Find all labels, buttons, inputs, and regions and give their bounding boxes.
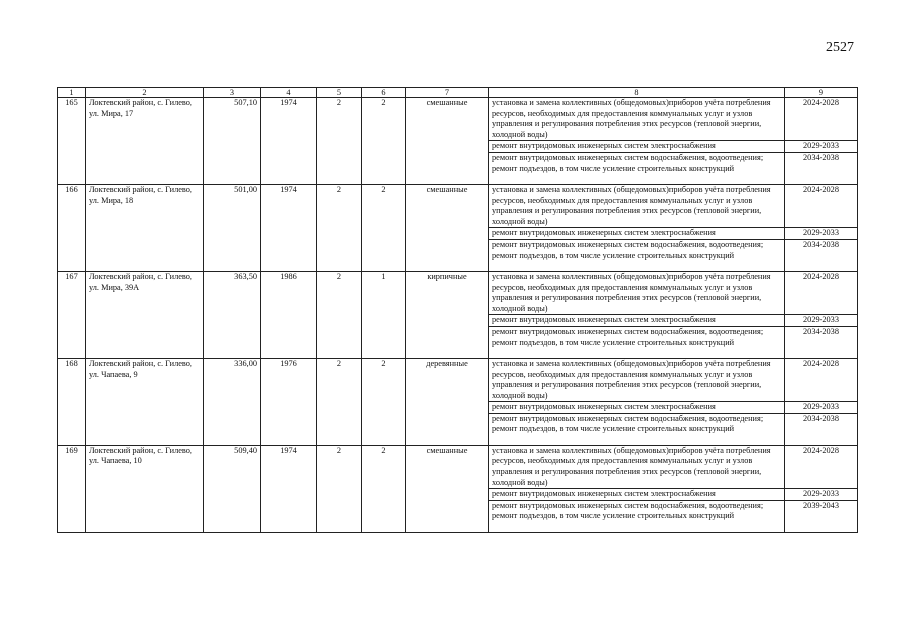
period-cell: 2029-2033 [785, 141, 858, 153]
work-cell: установка и замена коллективных (общедомовых)приборов учёта потребления ресурсов, необходимых для предоставления коммунальных услуг и узлов управления и регулирования потребления этих ресурсов (тепловой энергии, холодной воды) [489, 445, 785, 488]
area-cell: 501,00 [204, 184, 261, 271]
period-cell: 2034-2038 [785, 326, 858, 358]
table-row [58, 358, 858, 401]
period-cell: 2024-2028 [785, 98, 858, 141]
col-header-7: 7 [406, 88, 489, 98]
period-cell: 2024-2028 [785, 445, 858, 488]
col-header-4: 4 [261, 88, 317, 98]
entrances-cell: 2 [362, 445, 406, 532]
period-cell: 2034-2038 [785, 413, 858, 445]
header-row [58, 88, 858, 98]
register-table [57, 87, 858, 533]
page-number: 2527 [826, 40, 854, 55]
table-row [58, 445, 858, 488]
period-cell: 2039-2043 [785, 500, 858, 532]
work-cell: ремонт внутридомовых инженерных систем электроснабжения [489, 402, 785, 414]
period-cell: 2029-2033 [785, 489, 858, 501]
work-cell: ремонт внутридомовых инженерных систем водоснабжения, водоотведения; ремонт подъездов, в том числе усиление строительных конструкций [489, 239, 785, 271]
work-cell: ремонт внутридомовых инженерных систем водоснабжения, водоотведения; ремонт подъездов, в том числе усиление строительных конструкций [489, 500, 785, 532]
work-cell: установка и замена коллективных (общедомовых)приборов учёта потребления ресурсов, необходимых для предоставления коммунальных услуг и узлов управления и регулирования потребления этих ресурсов (тепловой энергии, холодной воды) [489, 98, 785, 141]
table-row [58, 184, 858, 227]
entrances-cell: 1 [362, 271, 406, 358]
col-header-9: 9 [785, 88, 858, 98]
entrances-cell: 2 [362, 98, 406, 185]
address-cell: Локтевский район, с. Гилево, ул. Мира, 39А [86, 271, 204, 358]
floors-cell: 2 [317, 445, 362, 532]
period-cell: 2034-2038 [785, 239, 858, 271]
year-cell: 1974 [261, 445, 317, 532]
area-cell: 363,50 [204, 271, 261, 358]
address-cell: Локтевский район, с. Гилево, ул. Чапаева, 10 [86, 445, 204, 532]
work-cell: ремонт внутридомовых инженерных систем водоснабжения, водоотведения; ремонт подъездов, в том числе усиление строительных конструкций [489, 413, 785, 445]
table-row [58, 271, 858, 314]
year-cell: 1976 [261, 358, 317, 445]
area-cell: 509,40 [204, 445, 261, 532]
floors-cell: 2 [317, 184, 362, 271]
col-header-2: 2 [86, 88, 204, 98]
area-cell: 336,00 [204, 358, 261, 445]
col-header-3: 3 [204, 88, 261, 98]
period-cell: 2029-2033 [785, 228, 858, 240]
row-number: 165 [58, 98, 86, 185]
work-cell: ремонт внутридомовых инженерных систем электроснабжения [489, 141, 785, 153]
col-header-8: 8 [489, 88, 785, 98]
period-cell: 2024-2028 [785, 184, 858, 227]
year-cell: 1974 [261, 98, 317, 185]
entrances-cell: 2 [362, 184, 406, 271]
entrances-cell: 2 [362, 358, 406, 445]
period-cell: 2029-2033 [785, 315, 858, 327]
col-header-1: 1 [58, 88, 86, 98]
floors-cell: 2 [317, 98, 362, 185]
period-cell: 2024-2028 [785, 271, 858, 314]
work-cell: установка и замена коллективных (общедомовых)приборов учёта потребления ресурсов, необходимых для предоставления коммунальных услуг и узлов управления и регулирования потребления этих ресурсов (тепловой энергии, холодной воды) [489, 358, 785, 401]
year-cell: 1974 [261, 184, 317, 271]
material-cell: смешанные [406, 98, 489, 185]
table-row [58, 98, 858, 141]
row-number: 166 [58, 184, 86, 271]
col-header-6: 6 [362, 88, 406, 98]
material-cell: смешанные [406, 445, 489, 532]
work-cell: ремонт внутридомовых инженерных систем водоснабжения, водоотведения; ремонт подъездов, в том числе усиление строительных конструкций [489, 152, 785, 184]
work-cell: ремонт внутридомовых инженерных систем электроснабжения [489, 228, 785, 240]
period-cell: 2029-2033 [785, 402, 858, 414]
col-header-5: 5 [317, 88, 362, 98]
work-cell: установка и замена коллективных (общедомовых)приборов учёта потребления ресурсов, необходимых для предоставления коммунальных услуг и узлов управления и регулирования потребления этих ресурсов (тепловой энергии, холодной воды) [489, 271, 785, 314]
material-cell: деревянные [406, 358, 489, 445]
work-cell: установка и замена коллективных (общедомовых)приборов учёта потребления ресурсов, необходимых для предоставления коммунальных услуг и узлов управления и регулирования потребления этих ресурсов (тепловой энергии, холодной воды) [489, 184, 785, 227]
period-cell: 2034-2038 [785, 152, 858, 184]
work-cell: ремонт внутридомовых инженерных систем водоснабжения, водоотведения; ремонт подъездов, в том числе усиление строительных конструкций [489, 326, 785, 358]
floors-cell: 2 [317, 271, 362, 358]
material-cell: кирпичные [406, 271, 489, 358]
row-number: 168 [58, 358, 86, 445]
work-cell: ремонт внутридомовых инженерных систем электроснабжения [489, 489, 785, 501]
address-cell: Локтевский район, с. Гилево, ул. Мира, 17 [86, 98, 204, 185]
address-cell: Локтевский район, с. Гилево, ул. Чапаева, 9 [86, 358, 204, 445]
work-cell: ремонт внутридомовых инженерных систем электроснабжения [489, 315, 785, 327]
year-cell: 1986 [261, 271, 317, 358]
material-cell: смешанные [406, 184, 489, 271]
area-cell: 507,10 [204, 98, 261, 185]
period-cell: 2024-2028 [785, 358, 858, 401]
row-number: 167 [58, 271, 86, 358]
floors-cell: 2 [317, 358, 362, 445]
row-number: 169 [58, 445, 86, 532]
address-cell: Локтевский район, с. Гилево, ул. Мира, 18 [86, 184, 204, 271]
